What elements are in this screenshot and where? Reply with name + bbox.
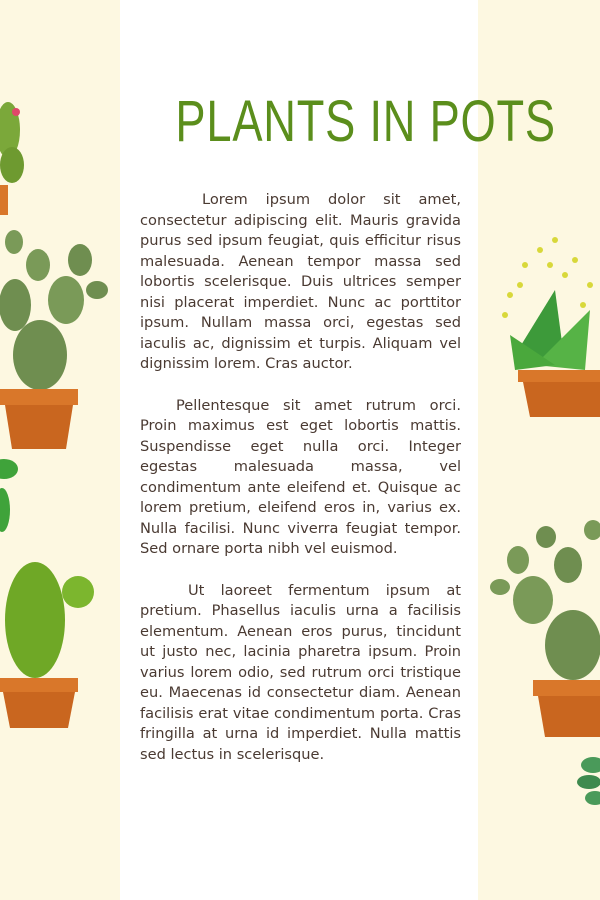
small-cactus-illustration — [0, 50, 30, 220]
paragraph-3: Ut laoreet fermentum ipsum at pretium. Phasellus iaculis urna a facilisis elementum. Aenean eros purus, tincidunt ut justo nec, lacinia pharetra ipsum. Proin varius lorem odio, sed rutrum orci tristique eu. Maecenas id consectetur diam. Aenean facilisis erat vitae condimentum porta. Cras fringilla at urna id imperdiet. Nulla mattis sed lectus in scelerisque. — [140, 581, 461, 763]
barrel-cactus-illustration — [0, 560, 100, 730]
prickly-pear-cactus-illustration — [0, 225, 115, 455]
leaf-illustration — [0, 455, 20, 535]
flowering-plant-illustration — [495, 235, 600, 425]
body-text — [140, 190, 461, 786]
right-prickly-pear-illustration — [488, 515, 600, 740]
poster-title: PLANTS IN POTS — [175, 89, 556, 154]
succulent-illustration — [575, 750, 600, 810]
paragraph-1: Lorem ipsum dolor sit amet, consectetur adipiscing elit. Mauris gravida purus sed ipsum feugiat, quis efficitur risus malesuada. Aenean tempor massa sed lobortis scelerisque. Duis ultrices semper nisi placerat imperdiet. Nunc ac porttitor ipsum. Nullam massa orci, egestas sed iaculis ac, dignissim et turpis. Aliquam vel dignissim lorem. Cras auctor. — [140, 191, 461, 372]
paragraph-2: Pellentesque sit amet rutrum orci. Proin maximus est eget lobortis mattis. Suspendisse eget nulla orci. Integer egestas malesuada massa, vel condimentum ante eleifend et. Quisque ac lorem pretium, eleifend eros in, varius ex. Nulla facilisi. Nunc viverra feugiat tempor. Sed ornare porta nibh vel euismod. — [140, 396, 461, 557]
